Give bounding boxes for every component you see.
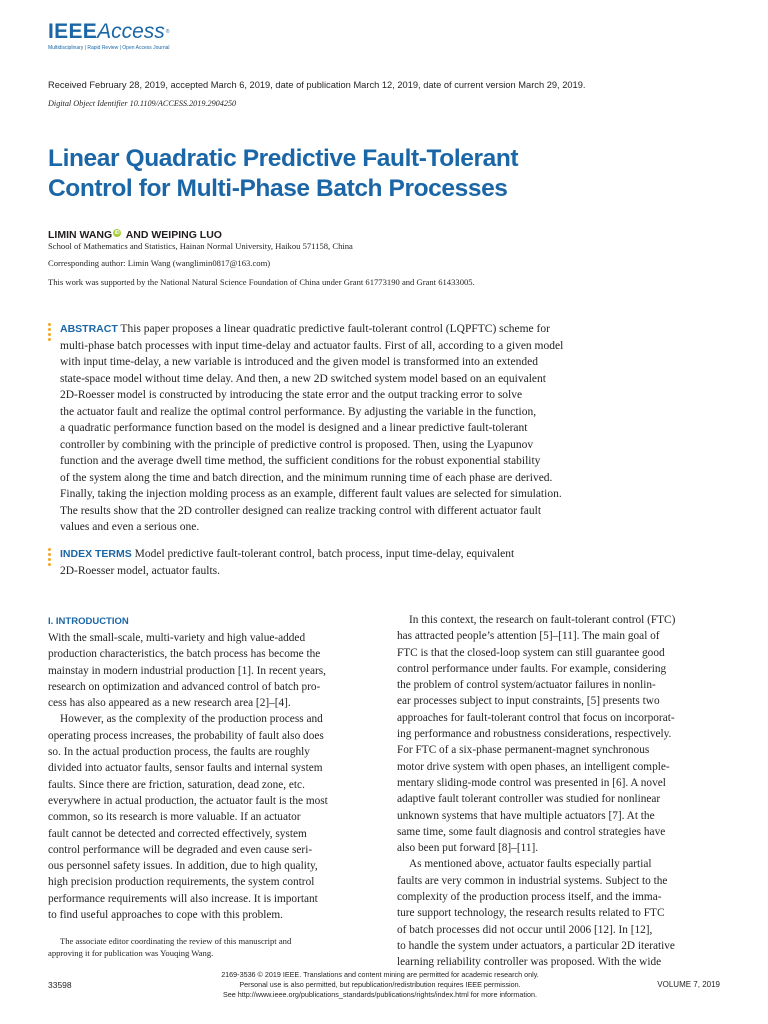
volume-label: VOLUME 7, 2019	[657, 980, 720, 989]
abstract-marker-icon	[48, 323, 51, 343]
abstract-line: function and the average dwell time method, the sufficient conditions for the robust exponential stability	[60, 455, 541, 467]
abstract-line: This paper proposes a linear quadratic predictive fault-tolerant control (LQPFTC) scheme for	[117, 323, 550, 335]
abstract-line: The results show that the 2D controller designed can realize tracking control with different actuator fault	[60, 504, 542, 517]
abstract-line: the actuator fault and realize the optimal control performance. By adjusting the variable in the function,	[60, 405, 537, 418]
index-terms-label: INDEX TERMS	[60, 548, 132, 560]
index-terms-line: Model predictive fault-tolerant control, batch process, input time-delay, equivalent	[131, 548, 515, 560]
ieee-access-logo	[48, 20, 228, 56]
page-number: 33598	[48, 980, 72, 990]
author-list	[48, 229, 222, 241]
index-terms-line: 2D-Roesser model, actuator faults.	[60, 564, 220, 577]
corresponding-author: Corresponding author: Limin Wang (wanglimin0817@163.com)	[48, 258, 271, 268]
abstract-line: controller by combining with the principle of predictive control is proposed. Then, using the Lyapunov	[60, 438, 534, 451]
logo-wordmark: IEEEAccess®	[48, 20, 170, 43]
abstract-line: a quadratic performance function based on the model is designed and a linear predictive fault-tolerant	[60, 422, 528, 434]
paper-title	[48, 144, 648, 204]
section-heading-introduction: I. INTRODUCTION	[48, 616, 129, 627]
index-terms	[60, 546, 630, 579]
editor-footnote: The associate editor coordinating the review of this manuscript and approving it for publication was Youqing Wang.	[48, 936, 292, 958]
logo-ieee: IEEE	[48, 20, 98, 43]
logo-tagline: Multidisciplinary | Rapid Review | Open Access Journal	[48, 45, 170, 51]
intro-paragraph-2: However, as the complexity of the production process and operating process increases, the probability of fault also does so. In the actual production process, the faults are roughly divided into actuator faults, sensor faults and internal system faults. Since there are friction, saturation, dead zone, etc. everywhere in actual production, the actuator fault is the most common, so its research is more valuable. If an actuator fault cannot be detected and corrected effectively, system control performance will be degraded and even cause seri- ous personnel safety issues. In addition, due to high quality, high precision production requirements, the system control performance requirements will also increase. It is important to find useful approaches to cope with this problem.	[48, 713, 328, 922]
abstract-line: multi-phase batch processes with input time-delay and actuator faults. First of all, according to a given model	[60, 339, 564, 352]
abstract-line: state-space model without time delay. And then, a new 2D switched system model based on an equivalent	[60, 372, 546, 385]
license-notice: 2169-3536 © 2019 IEEE. Translations and content mining are permitted for academic research only. Personal use is also permitted, but republication/redistribution requires IEEE permission. See http://www.ieee.org/publications_standards/publications/rights/index.html for more information.	[180, 970, 580, 1000]
abstract-line: Finally, taking the injection molding process as an example, different fault values are selected for simulation.	[60, 488, 562, 500]
abstract	[60, 321, 630, 536]
left-column	[48, 614, 370, 923]
orcid-icon[interactable]: iD	[114, 230, 120, 236]
intro-paragraph-1: With the small-scale, multi-variety and high value-added production characteristics, the batch process has become the mainstay in modern industrial production [1]. In recent years, research on optimization and advanced control of batch pro- cess has also appeared as a new research area [2]–[4].	[48, 632, 326, 710]
publication-dates: Received February 28, 2019, accepted March 6, 2019, date of publication March 12, 2019, date of current version March 29, 2019.	[48, 80, 586, 90]
index-terms-marker-icon	[48, 548, 51, 568]
right-paragraph-1: In this context, the research on fault-tolerant control (FTC) has attracted people’s attention [5]–[11]. The main goal of FTC is that the closed-loop system can still guarantee good control performance under faults. For example, considering the problem of control system/actuator failures in nonlin- ear processes subject to input constraints, [5] presents two approaches for fault-tolerant control that focus on incorporat- ing performance and robustness considerations, respectively. For FTC of a six-phase permanent-magnet synchronous motor drive system with open phases, an intelligent comple- mentary sliding-mode control was presented in [6]. A novel adaptive fault tolerant controller was studied for nonlinear unknown systems that have multiple actuators [7]. At the same time, some fault diagnosis and control strategies have also been put forward [8]–[11].	[397, 614, 676, 855]
abstract-label: ABSTRACT	[60, 323, 118, 335]
right-paragraph-2: As mentioned above, actuator faults especially partial faults are very common in industrial systems. Subject to the complexity of the production process itself, and the imma- ture support technology, the research results related to FTC of batch processes did not occur until 2006 [12]. In [12], to handle the system under actuators, a particular 2D iterative learning reliability controller was proposed. With the wide	[397, 858, 675, 969]
author-first: LIMIN WANG	[48, 229, 113, 241]
logo-access: Access	[97, 20, 165, 43]
title-line: Control for Multi-Phase Batch Processes	[48, 175, 508, 202]
abstract-line: values and even a serious one.	[60, 521, 200, 533]
funding-note: This work was supported by the National Natural Science Foundation of China under Grant 61773190 and Grant 61433005.	[48, 277, 475, 287]
author-rest: AND WEIPING LUO	[123, 229, 222, 241]
doi-line: Digital Object Identifier 10.1109/ACCESS.2019.2904250	[48, 99, 237, 108]
rights-link[interactable]: See http://www.ieee.org/publications_standards/publications/rights/index.html for more information.	[222, 990, 538, 999]
abstract-line: of the system along the time and batch direction, and the minimum running time of each phase are derived.	[60, 471, 553, 484]
title-line: Linear Quadratic Predictive Fault-Tolerant	[48, 145, 519, 172]
affiliation: School of Mathematics and Statistics, Hainan Normal University, Haikou 571158, China	[48, 241, 353, 251]
abstract-line: with input time-delay, a new variable is introduced and the given model is transformed into an extended	[60, 356, 538, 368]
abstract-line: 2D-Roesser model is constructed by introducing the state error and the output tracking error to solve	[60, 389, 523, 401]
right-column	[397, 612, 719, 971]
